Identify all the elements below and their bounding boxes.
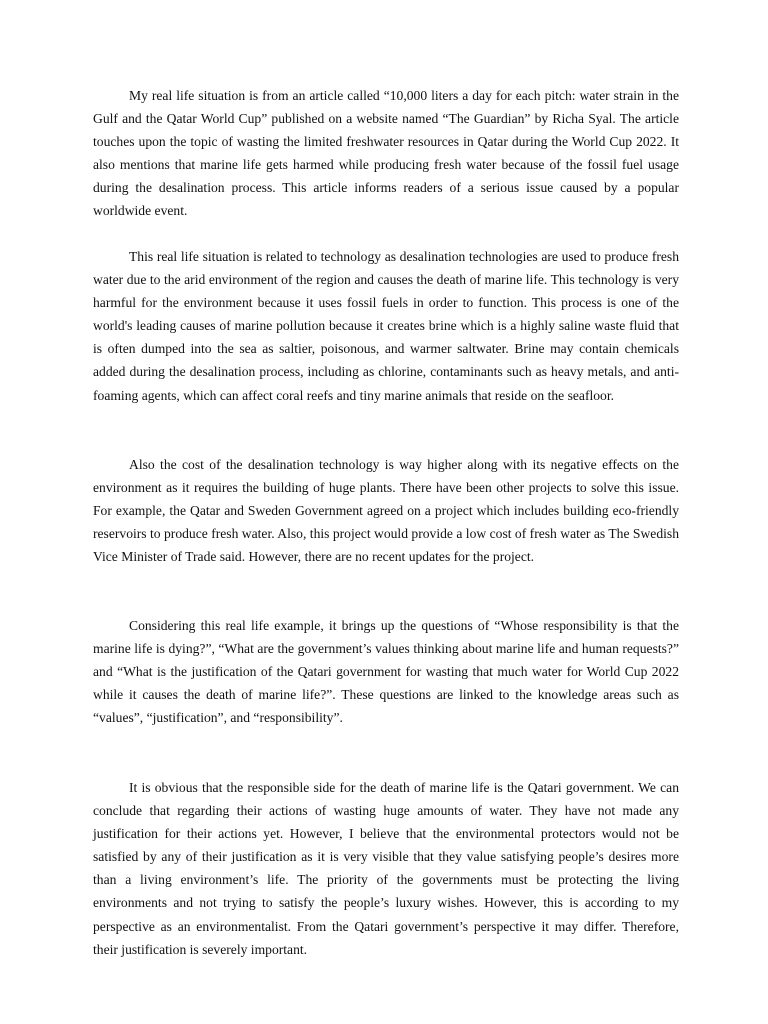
- paragraph-technology-link: This real life situation is related to technology as desalination technologies are used to produce fresh water due to the arid environment of the region and causes the death of marine life. This technology is very harmful for the environment because it uses fossil fuels in order to function. This process is one of the world's leading causes of marine pollution because it creates brine which is a highly saline waste fluid that is often dumped into the sea as saltier, poisonous, and warmer saltwater. Brine may contain chemicals added during the desalination process, including as chlorine, contaminants such as heavy metals, and anti-foaming agents, which can affect coral reefs and tiny marine animals that reside on the seafloor.: [93, 249, 679, 403]
- paragraph-knowledge-questions: Considering this real life example, it brings up the questions of “Whose responsibility is that the marine life is dying?”, “What are the government’s values thinking about marine life and human requests?” and “What is the justification of the Qatari government for wasting that much water for World Cup 2022 while it causes the death of marine life?”. These questions are linked to the knowledge areas such as “values”, “justification”, and “responsibility”.: [93, 618, 679, 726]
- paragraph-responsibility: It is obvious that the responsible side for the death of marine life is the Qatari government. We can conclude that regarding their actions of wasting huge amounts of water. They have not made any justification for their actions yet. However, I believe that the environmental protectors would not be satisfied by any of their justification as it is very visible that they value satisfying people’s desires more than a living environment’s life. The priority of the governments must be protecting the living environments and not trying to satisfy the people’s luxury wishes. However, this is according to my perspective as an environmentalist. From the Qatari government’s perspective it may differ. Therefore, their justification is severely important.: [93, 780, 679, 957]
- paragraph-cost-and-projects: Also the cost of the desalination technology is way higher along with its negative effects on the environment as it requires the building of huge plants. There have been other projects to solve this issue. For example, the Qatar and Sweden Government agreed on a project which includes building eco-friendly reservoirs to produce fresh water. Also, this project would provide a low cost of fresh water as The Swedish Vice Minister of Trade said. However, there are no recent updates for the project.: [93, 457, 679, 565]
- paragraph-article-summary: My real life situation is from an article called “10,000 liters a day for each pitch: water strain in the Gulf and the Qatar World Cup” published on a website named “The Guardian” by Richa Syal. The article touches upon the topic of wasting the limited freshwater resources in Qatar during the World Cup 2022. It also mentions that marine life gets harmed while producing fresh water because of the fossil fuel usage during the desalination process. This article informs readers of a serious issue caused by a popular worldwide event.: [93, 88, 679, 219]
